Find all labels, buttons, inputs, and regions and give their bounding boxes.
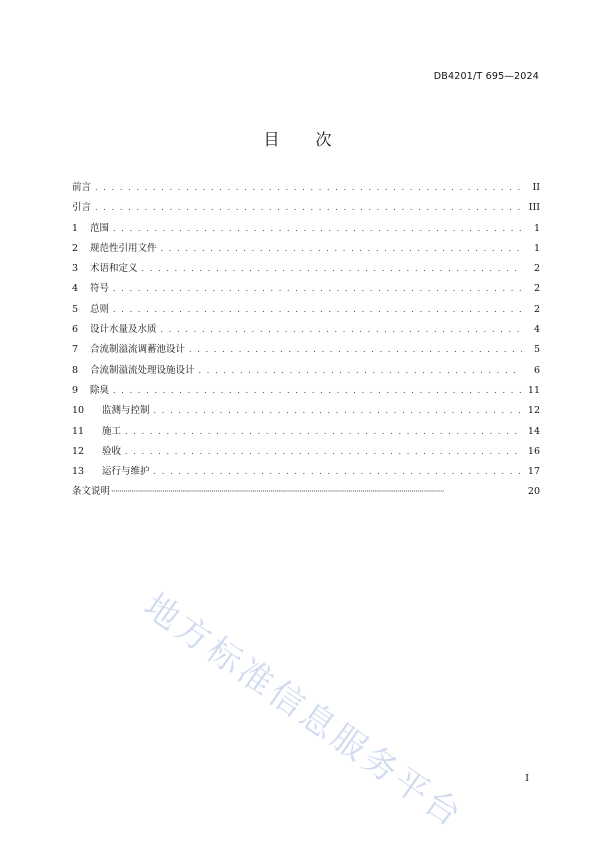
toc-page: III: [528, 202, 540, 214]
toc-entry-10[interactable]: [72, 402, 540, 422]
toc-page: 5: [533, 344, 540, 356]
toc-leader: [142, 264, 522, 273]
toc-leader: [113, 305, 522, 314]
toc-page: 14: [527, 425, 540, 437]
toc-entry-6[interactable]: [72, 321, 540, 341]
toc-page: 16: [527, 445, 540, 457]
watermark-text: 地方标准信息服务平台: [136, 585, 471, 837]
toc-number: 5: [72, 303, 79, 315]
page-number: I: [525, 773, 529, 784]
toc-leader: [199, 366, 522, 375]
toc-entry-7[interactable]: [72, 341, 540, 361]
toc-label: 合流制溢流处理设施设计: [90, 364, 195, 376]
toc-page: 20: [527, 486, 540, 498]
toc-label: 范围: [90, 222, 110, 234]
toc-entry-5[interactable]: [72, 301, 540, 321]
toc-number: 7: [72, 344, 79, 356]
toc-leader: [161, 244, 522, 253]
toc-number: 13: [72, 466, 85, 478]
toc-number: 11: [72, 425, 85, 437]
toc-leader: [95, 203, 522, 212]
toc-entry-13[interactable]: [72, 463, 540, 483]
toc-page: 17: [527, 466, 540, 478]
page-title: [0, 127, 595, 150]
toc-entry-4[interactable]: [72, 280, 540, 300]
toc-number: 9: [72, 384, 79, 396]
toc-entry-introduction[interactable]: [72, 199, 540, 219]
toc-label: 监测与控制: [102, 405, 150, 417]
toc-label: 除臭: [90, 384, 110, 396]
toc-leader: [154, 406, 522, 415]
toc-leader: [189, 345, 522, 354]
toc-label: 条文说明: [72, 486, 111, 498]
toc-label: 总则: [90, 303, 110, 315]
toc-label: 引言: [72, 202, 92, 214]
toc-entry-12[interactable]: [72, 443, 540, 463]
standard-code: DB4201/T 695—2024: [433, 71, 539, 82]
toc-entry-explanation[interactable]: [72, 483, 540, 503]
toc-page: II: [532, 182, 540, 193]
toc-entry-2[interactable]: [72, 240, 540, 260]
toc-number: 1: [72, 222, 79, 234]
toc-number: 12: [72, 445, 85, 457]
toc-number: 3: [72, 263, 79, 275]
toc-page: 1: [533, 222, 540, 234]
toc-page: 12: [527, 405, 540, 417]
toc-leader: [154, 467, 522, 476]
toc-number: 8: [72, 364, 79, 376]
title-char-1: 目: [263, 130, 280, 149]
toc-label: 规范性引用文件: [90, 242, 157, 254]
toc-leader: [161, 325, 522, 334]
toc-entry-11[interactable]: [72, 423, 540, 443]
toc-label: 施工: [102, 425, 122, 437]
toc-leader: [113, 284, 522, 293]
toc-label: 运行与维护: [102, 466, 150, 478]
toc-number: 2: [72, 242, 79, 254]
toc-label: 验收: [102, 445, 122, 457]
toc-leader: [95, 183, 522, 192]
toc-entry-foreword[interactable]: [72, 179, 540, 199]
toc-leader: [113, 386, 522, 395]
toc-page: 2: [533, 283, 540, 295]
toc-page: 4: [533, 324, 540, 336]
toc-leader: [125, 447, 522, 456]
toc-page: 6: [533, 364, 540, 376]
table-of-contents: [72, 179, 540, 504]
toc-leader: [111, 487, 525, 496]
title-char-2: 次: [315, 130, 332, 149]
toc-entry-1[interactable]: [72, 220, 540, 240]
toc-page: 11: [527, 384, 540, 396]
toc-page: 1: [533, 242, 540, 254]
toc-number: 4: [72, 283, 79, 295]
toc-label: 前言: [72, 182, 92, 193]
toc-entry-8[interactable]: [72, 362, 540, 382]
toc-entry-3[interactable]: [72, 260, 540, 280]
toc-entry-9[interactable]: [72, 382, 540, 402]
toc-label: 符号: [90, 283, 110, 295]
toc-page: 2: [533, 303, 540, 315]
toc-leader: [113, 224, 522, 233]
toc-leader: [125, 427, 522, 436]
toc-label: 合流制溢流调蓄池设计: [90, 344, 186, 356]
toc-number: 10: [72, 405, 85, 417]
toc-number: 6: [72, 324, 79, 336]
toc-label: 术语和定义: [90, 263, 138, 275]
toc-page: 2: [533, 263, 540, 275]
toc-label: 设计水量及水质: [90, 324, 157, 336]
